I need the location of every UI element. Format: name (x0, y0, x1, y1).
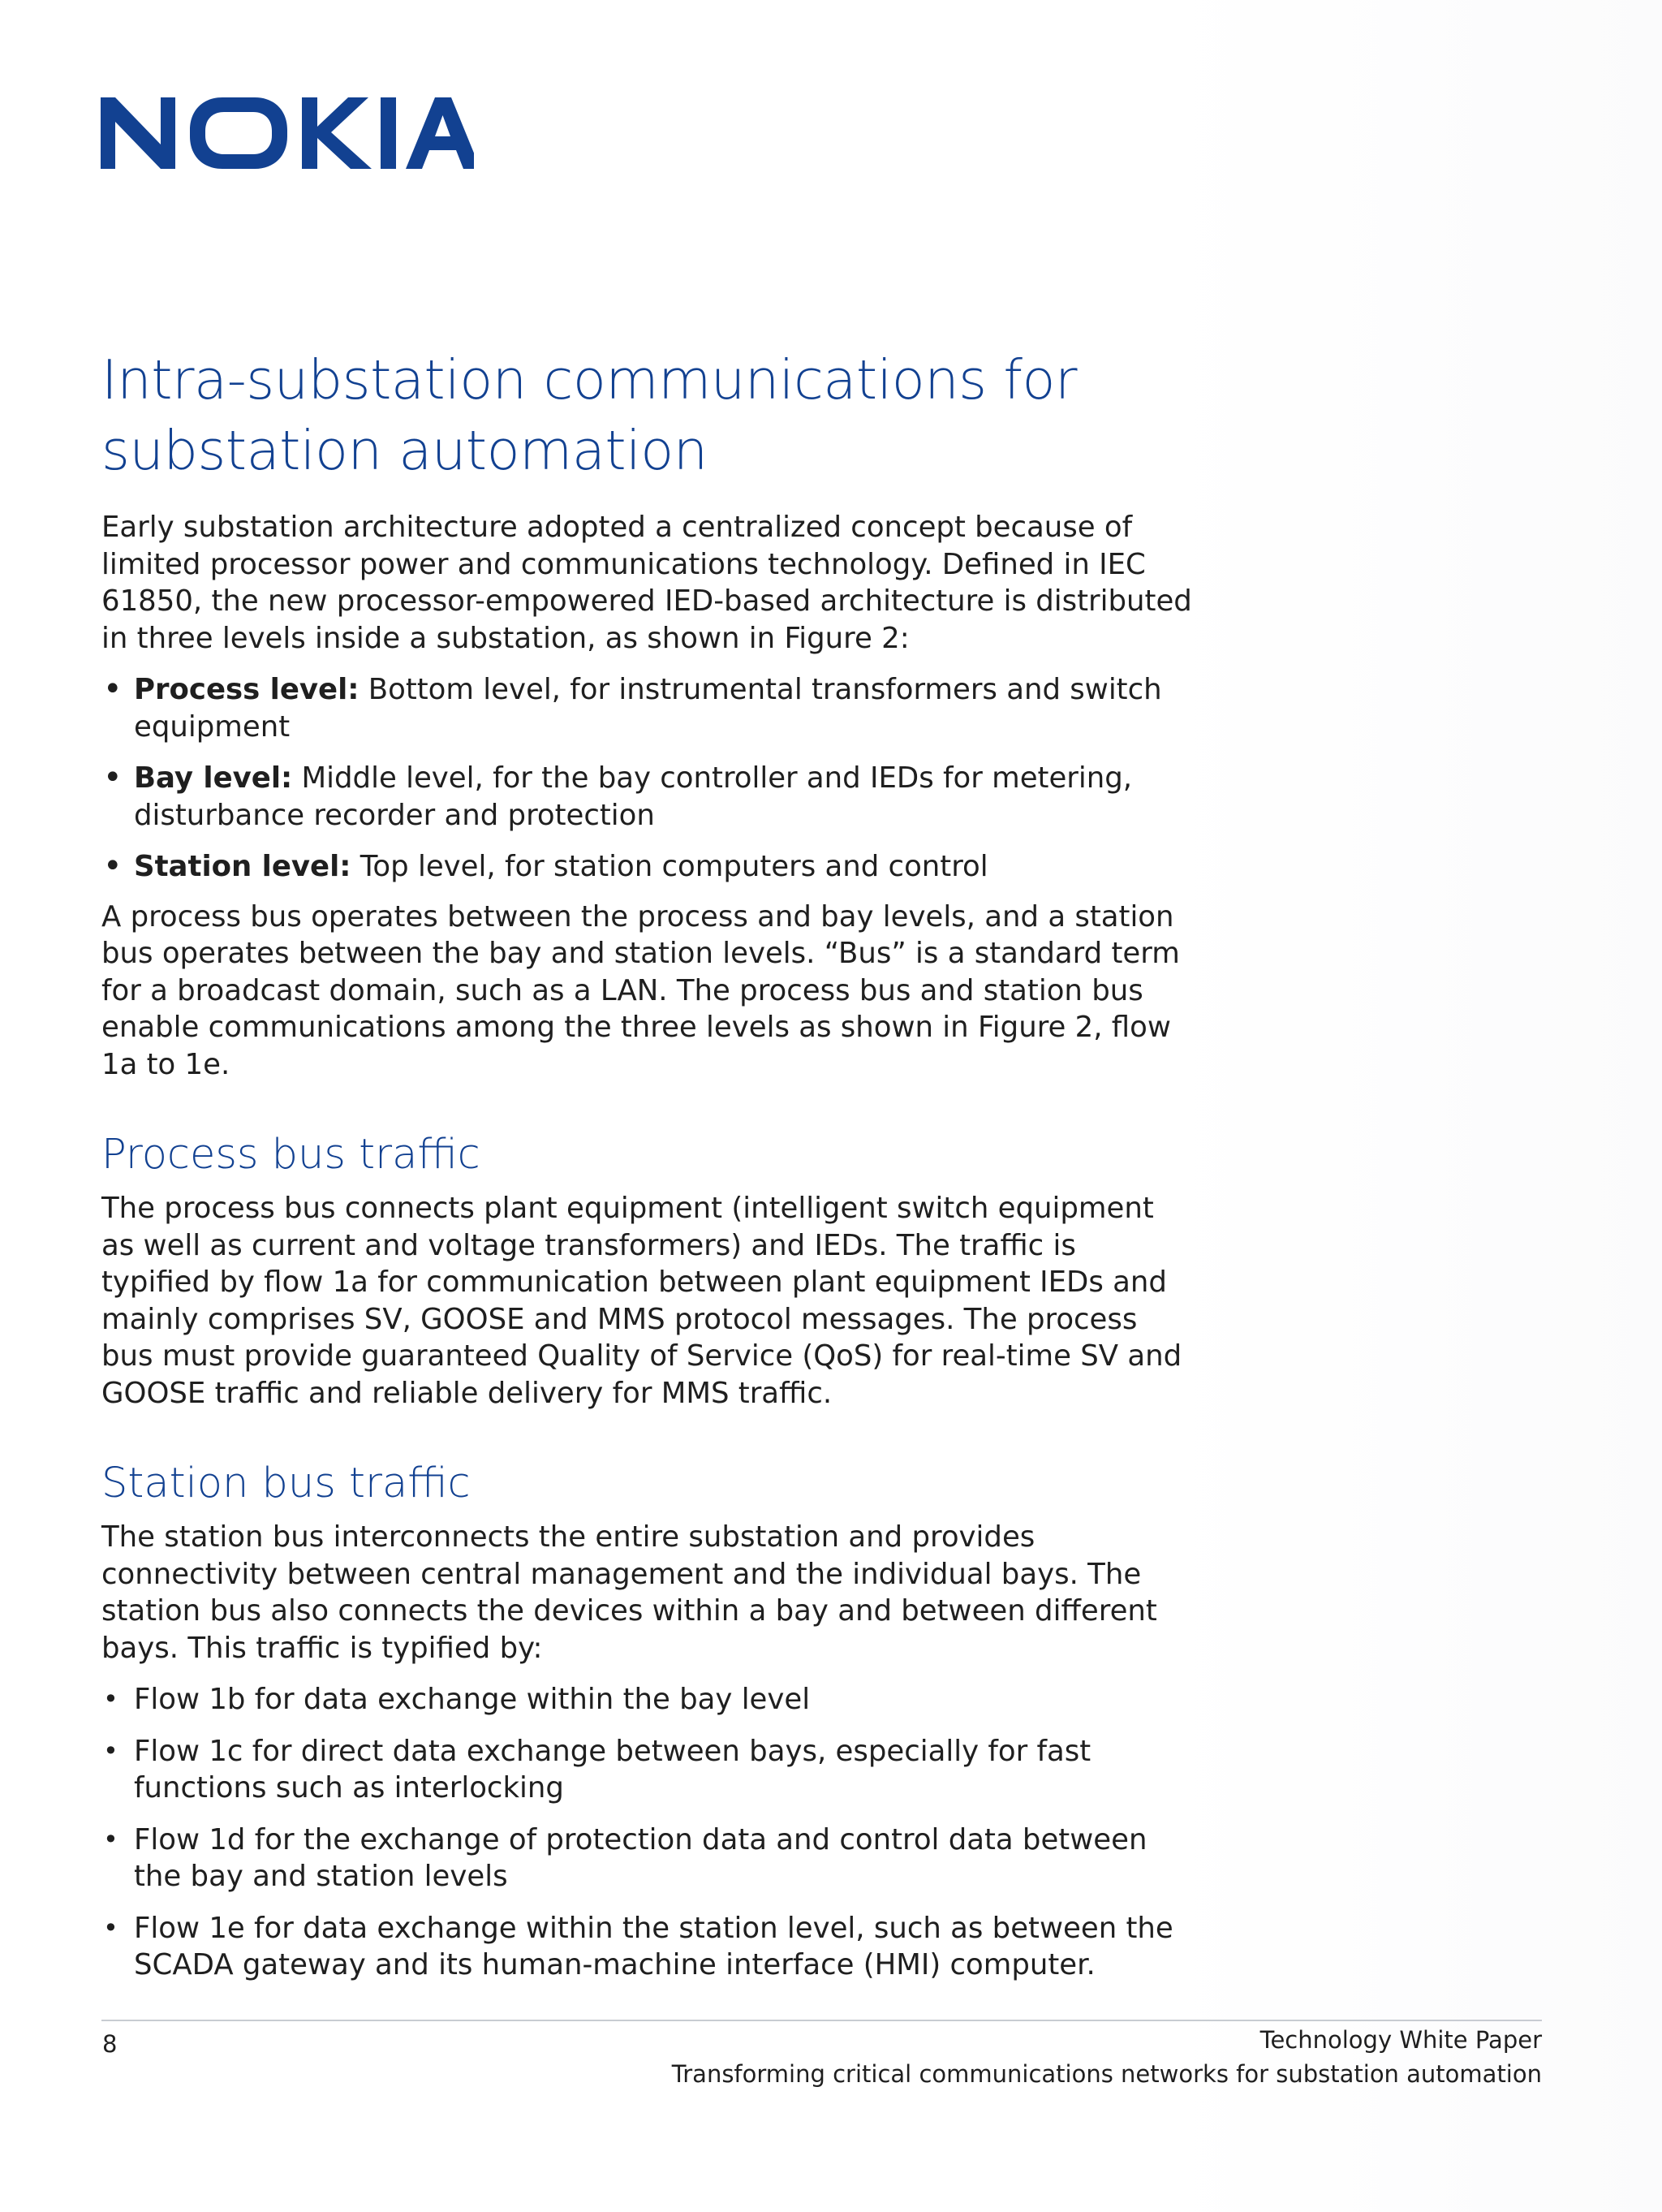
bullet-icon: • (103, 1735, 118, 1766)
level-text: Middle level, for the bay controller and IEDs for metering, disturbance recorder and protection (134, 761, 1133, 832)
flow-text: Flow 1c for direct data exchange between bays, especially for fast functions such as interlocking (134, 1734, 1091, 1805)
section-heading-station-bus: Station bus traffic (101, 1460, 471, 1507)
main-content (101, 345, 1193, 1999)
page-title (101, 345, 1193, 486)
list-item-process-level (101, 671, 1193, 745)
page-title-line-2: substation automation (101, 419, 708, 482)
list-item-flow-1e (101, 1910, 1193, 1984)
bus-paragraph: A process bus operates between the process and bay levels, and a station bus operates between the bay and station levels. “Bus” is a standard term for a broadcast domain, such as a LAN. The process bus and station bus enable communications among the three levels as shown in Figure 2, flow 1a to 1e. (101, 899, 1180, 1081)
page-title-line-1: Intra-substation communications for (101, 348, 1078, 412)
process-bus-paragraph: The process bus connects plant equipment (intelligent switch equipment as well as current and voltage transformers) and IEDs. The traffic is typified by flow 1a for communication between plant equipment IEDs and mainly comprises SV, GOOSE and MMS protocol messages. The process bus must provide guaranteed Quality of Service (QoS) for real-time SV and GOOSE traffic and reliable delivery for MMS traffic. (101, 1192, 1182, 1410)
nokia-logo (101, 97, 474, 169)
bullet-icon: • (103, 1823, 118, 1855)
list-item-bay-level (101, 760, 1193, 834)
flow-text: Flow 1e for data exchange within the station level, such as between the SCADA gateway and its human-machine interface (HMI) computer. (134, 1911, 1173, 1981)
level-term: Station level: (134, 850, 351, 883)
levels-list (101, 671, 1193, 886)
level-term: Bay level: (134, 761, 293, 795)
flow-text: Flow 1d for the exchange of protection data and control data between the bay and station levels (134, 1822, 1147, 1893)
bullet-icon: • (103, 1912, 118, 1943)
list-item-station-level (101, 848, 1193, 886)
bullet-icon: • (103, 847, 123, 885)
flow-text: Flow 1b for data exchange within the bay level (134, 1683, 811, 1716)
bullet-icon: • (103, 759, 123, 796)
page-number: 8 (102, 2030, 118, 2058)
list-item-flow-1c (101, 1733, 1193, 1807)
level-text: Bottom level, for instrumental transformers and switch equipment (134, 673, 1162, 744)
list-item-flow-1d (101, 1822, 1193, 1895)
station-bus-paragraph: The station bus interconnects the entire substation and provides connectivity between central management and the individual bays. The station bus also connects the devices within a bay and between different bays. This traffic is typified by: (101, 1520, 1157, 1665)
level-text: Top level, for station computers and control (351, 850, 988, 883)
footer-doc-title: Transforming critical communications networks for substation automation (671, 2060, 1542, 2088)
section-heading-process-bus: Process bus traffic (101, 1131, 480, 1179)
bullet-icon: • (103, 1684, 118, 1714)
footer-doc-type: Technology White Paper (1259, 2026, 1542, 2054)
bullet-icon: • (103, 670, 123, 708)
footer-divider (101, 2020, 1542, 2021)
flows-list (101, 1681, 1193, 1984)
intro-paragraph: Early substation architecture adopted a centralized concept because of limited processor power and communications technology. Defined in IEC 61850, the new processor-empowered IED-based architecture is distributed in three levels inside a substation, as shown in Figure 2: (101, 511, 1192, 655)
level-term: Process level: (134, 673, 360, 706)
list-item-flow-1b (101, 1681, 1193, 1718)
footer-doc-info (672, 2023, 1542, 2091)
